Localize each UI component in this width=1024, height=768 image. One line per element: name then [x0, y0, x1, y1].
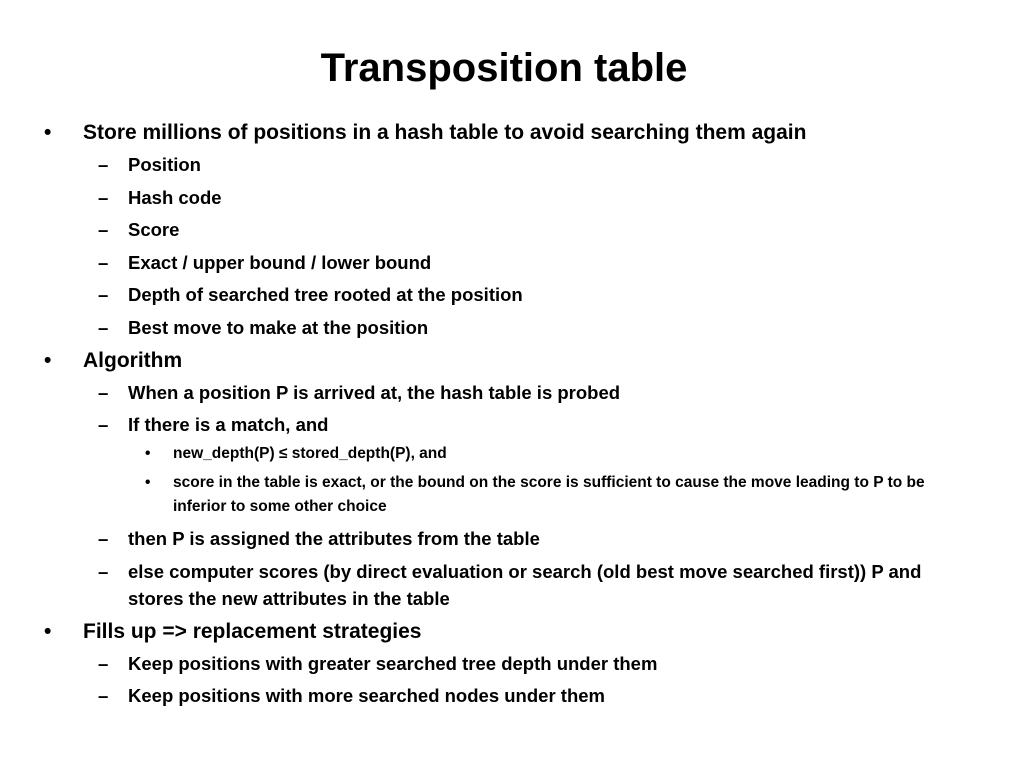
bullet-text: Fills up => replacement strategies — [83, 619, 422, 643]
dash-bullet-icon: – — [98, 284, 109, 305]
dash-bullet-icon: – — [98, 528, 109, 549]
bullet-text: Keep positions with more searched nodes under them — [128, 685, 605, 706]
bullet-text: Keep positions with greater searched tree depth under them — [128, 652, 658, 674]
dash-bullet-icon: – — [98, 381, 109, 403]
dash-bullet-icon: – — [98, 414, 109, 435]
dash-bullet-icon: – — [98, 186, 109, 208]
dot-bullet-icon: • — [44, 121, 52, 144]
bullet-text: new_depth(P) ≤ stored_depth(P), and — [173, 445, 447, 462]
bullet-text: then P is assigned the attributes from the table — [128, 528, 540, 549]
bullet-item-level-2 — [0, 379, 1000, 406]
bullet-item-level-3 — [0, 442, 1000, 467]
bullet-item-level-2 — [0, 558, 1000, 612]
bullet-item-level-2 — [0, 151, 1000, 178]
bullet-item-level-2 — [0, 281, 1000, 308]
dash-bullet-icon: – — [98, 219, 109, 240]
slide-content — [0, 116, 1000, 709]
bullet-text: Position — [128, 154, 201, 175]
bullet-item-level-2 — [0, 650, 1000, 677]
dash-bullet-icon: – — [98, 685, 109, 706]
bullet-item-level-1 — [0, 615, 1000, 648]
bullet-item-level-2 — [0, 216, 1000, 243]
dot-bullet-icon: • — [145, 445, 151, 462]
bullet-item-level-2 — [0, 184, 1000, 211]
bullet-text: else computer scores (by direct evaluation or search (old best move searched first)) P and stores the new attributes in the table — [128, 560, 922, 609]
bullet-item-level-2 — [0, 249, 1000, 276]
dash-bullet-icon: – — [98, 154, 109, 175]
bullet-text: Store millions of positions in a hash table to avoid searching them again — [83, 121, 807, 144]
dash-bullet-icon: – — [98, 652, 109, 674]
slide-title: Transposition table — [320, 46, 688, 90]
dash-bullet-icon: – — [98, 560, 109, 582]
bullet-item-level-2 — [0, 314, 1000, 341]
bullet-text: Best move to make at the position — [128, 316, 429, 338]
bullet-item-level-2 — [0, 411, 1000, 438]
bullet-text: score in the table is exact, or the bound on the score is sufficient to cause the move leading to P to be inferior to some other choice — [173, 473, 925, 515]
dot-bullet-icon: • — [145, 473, 151, 491]
bullet-item-level-2 — [0, 682, 1000, 709]
bullet-text: Exact / upper bound / lower bound — [128, 251, 432, 273]
dot-bullet-icon: • — [44, 619, 52, 643]
bullet-text: If there is a match, and — [128, 414, 329, 435]
bullet-text: Hash code — [128, 186, 222, 208]
bullet-text: When a position P is arrived at, the hash table is probed — [128, 381, 621, 403]
bullet-text: Algorithm — [83, 348, 183, 372]
dash-bullet-icon: – — [98, 251, 109, 273]
dash-bullet-icon: – — [98, 316, 109, 338]
bullet-item-level-3 — [0, 471, 1000, 520]
bullet-item-level-2 — [0, 525, 1000, 552]
bullet-text: Score — [128, 219, 180, 240]
bullet-item-level-1 — [0, 116, 1000, 149]
bullet-text: Depth of searched tree rooted at the position — [128, 284, 523, 305]
bullet-item-level-1 — [0, 344, 1000, 377]
dot-bullet-icon: • — [44, 348, 52, 372]
